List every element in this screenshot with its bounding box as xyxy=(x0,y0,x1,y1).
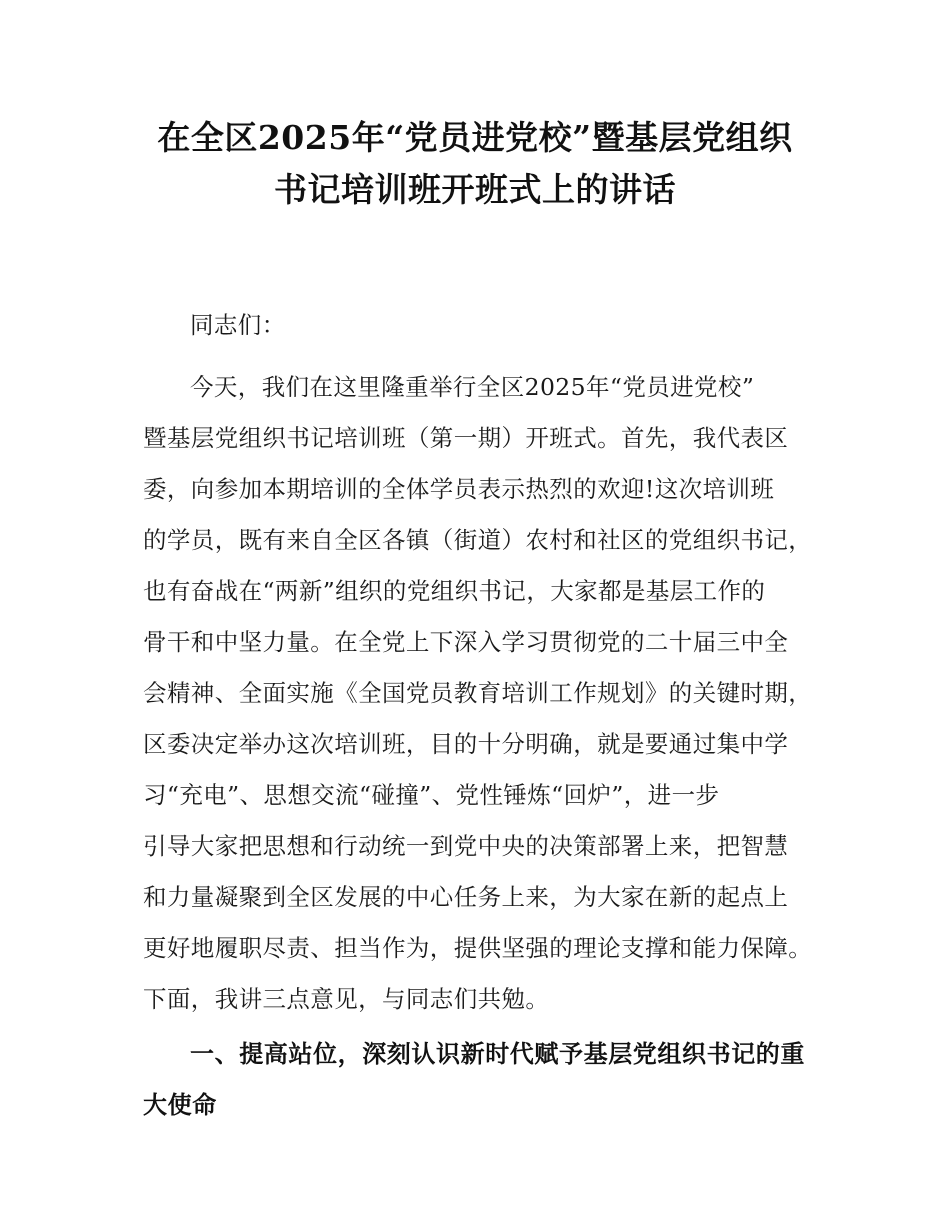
paragraph-line: 委，向参加本期培训的全体学员表示热烈的欢迎!这次培训班 xyxy=(143,475,775,503)
paragraph-line: 骨干和中坚力量。在全党上下深入学习贯彻党的二十届三中全 xyxy=(143,628,789,656)
paragraph-line: 习“充电”、思想交流“碰撞”、党性锤炼“回炉”，进一步 xyxy=(143,781,720,809)
document-title xyxy=(0,112,950,216)
paragraph-line: 更好地履职尽责、担当作为，提供坚强的理论支撑和能力保障。 xyxy=(143,934,813,962)
section-heading-line: 大使命 xyxy=(143,1091,217,1119)
paragraph-line: 区委决定举办这次培训班，目的十分明确，就是要通过集中学 xyxy=(143,730,789,758)
paragraph-line: 今天，我们在这里隆重举行全区2025年“党员进党校” xyxy=(190,373,755,401)
section-heading-line: 一、提高站位，深刻认识新时代赋予基层党组织书记的重 xyxy=(190,1040,805,1068)
paragraph-line: 会精神、全面实施《全国党员教育培训工作规划》的关键时期， xyxy=(143,679,813,707)
title-line-2: 书记培训班开班式上的讲话 xyxy=(274,170,676,209)
paragraph-line: 暨基层党组织书记培训班（第一期）开班式。首先，我代表区 xyxy=(143,424,789,452)
title-line-1: 在全区2025年“党员进党校”暨基层党组织 xyxy=(157,118,793,157)
paragraph-line: 也有奋战在“两新”组织的党组织书记，大家都是基层工作的 xyxy=(143,577,766,605)
paragraph-line: 和力量凝聚到全区发展的中心任务上来，为大家在新的起点上 xyxy=(143,883,789,911)
paragraph-line: 引导大家把思想和行动统一到党中央的决策部署上来，把智慧 xyxy=(143,832,789,860)
paragraph-line: 下面，我讲三点意见，与同志们共勉。 xyxy=(143,985,550,1013)
paragraph-line: 的学员，既有来自全区各镇（街道）农村和社区的党组织书记， xyxy=(143,526,813,554)
salutation-text: 同志们： xyxy=(190,311,286,339)
